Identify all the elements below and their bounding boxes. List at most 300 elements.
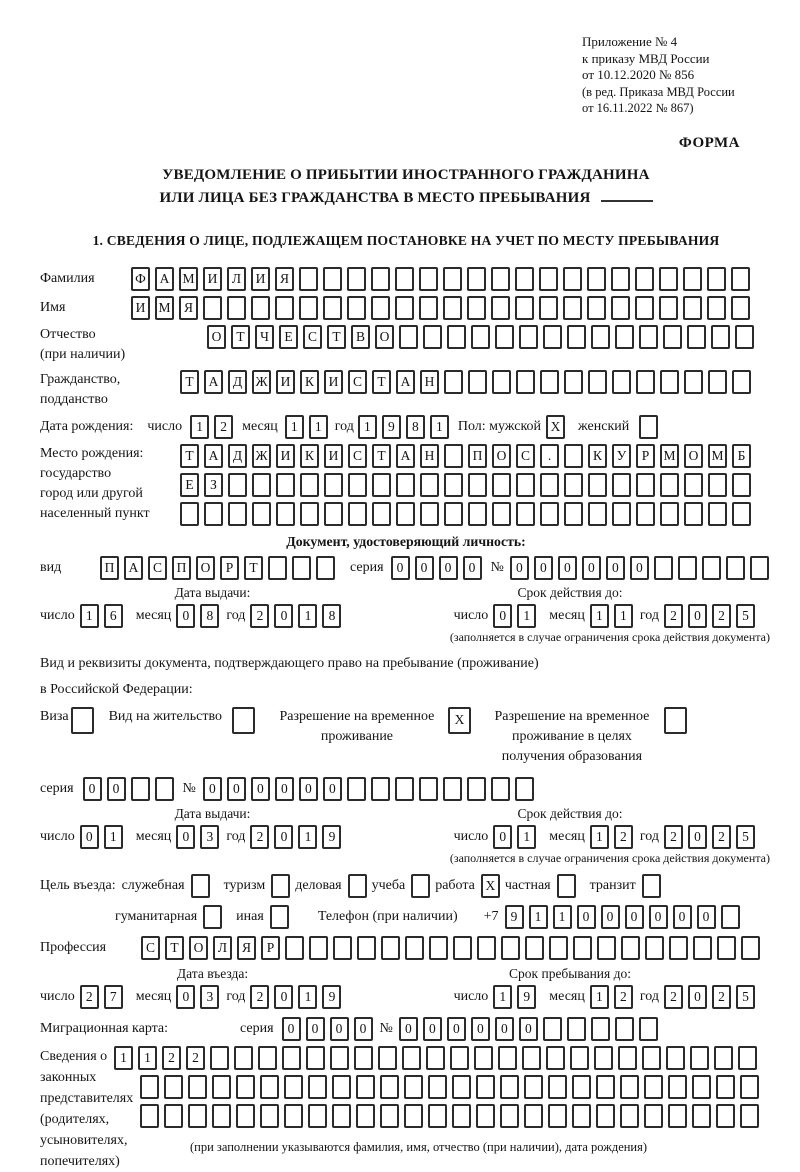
char-cell[interactable]: 0 [423,1017,442,1041]
char-cell[interactable] [450,1046,469,1070]
char-cell[interactable]: 8 [322,604,341,628]
char-cell[interactable]: 1 [493,985,512,1009]
char-cell[interactable] [444,444,463,468]
char-cell[interactable] [750,556,769,580]
char-cell[interactable]: 0 [697,905,716,929]
char-cell[interactable]: 0 [471,1017,490,1041]
char-cell[interactable]: 2 [712,985,731,1009]
char-cell[interactable] [732,502,751,526]
char-cell[interactable]: О [196,556,215,580]
char-cell[interactable] [690,1046,709,1070]
char-cell[interactable]: 5 [736,604,755,628]
char-cell[interactable] [378,1046,397,1070]
char-cell[interactable] [491,296,510,320]
char-cell[interactable] [567,325,586,349]
char-cell[interactable] [659,267,678,291]
char-cell[interactable] [426,1046,445,1070]
char-cell[interactable] [525,936,544,960]
char-cell[interactable] [564,444,583,468]
char-cell[interactable]: 1 [80,604,99,628]
char-cell[interactable]: 2 [712,825,731,849]
char-cell[interactable] [693,936,712,960]
char-cell[interactable] [642,874,661,898]
char-cell[interactable] [268,556,287,580]
char-cell[interactable]: 0 [582,556,601,580]
char-cell[interactable] [721,905,740,929]
char-cell[interactable]: Т [231,325,250,349]
char-cell[interactable]: 2 [614,825,633,849]
char-cell[interactable]: 0 [107,777,126,801]
char-cell[interactable]: 0 [439,556,458,580]
char-cell[interactable]: 5 [736,825,755,849]
char-cell[interactable] [299,267,318,291]
char-cell[interactable] [636,502,655,526]
char-cell[interactable]: 1 [590,825,609,849]
char-cell[interactable] [356,1104,375,1128]
char-cell[interactable]: К [300,370,319,394]
char-cell[interactable] [453,936,472,960]
char-cell[interactable] [284,1104,303,1128]
char-cell[interactable]: Т [244,556,263,580]
char-cell[interactable] [726,556,745,580]
char-cell[interactable]: 2 [664,825,683,849]
char-cell[interactable] [357,936,376,960]
char-cell[interactable] [612,473,631,497]
char-cell[interactable]: П [100,556,119,580]
char-cell[interactable] [635,267,654,291]
char-cell[interactable] [539,296,558,320]
char-cell[interactable] [300,502,319,526]
char-cell[interactable] [306,1046,325,1070]
char-cell[interactable] [738,1046,757,1070]
char-cell[interactable]: 0 [688,604,707,628]
char-cell[interactable] [741,936,760,960]
char-cell[interactable]: Т [180,370,199,394]
char-cell[interactable]: С [141,936,160,960]
char-cell[interactable] [474,1046,493,1070]
char-cell[interactable] [285,936,304,960]
char-cell[interactable] [232,707,255,734]
char-cell[interactable] [236,1075,255,1099]
char-cell[interactable] [492,473,511,497]
char-cell[interactable] [540,502,559,526]
char-cell[interactable] [164,1075,183,1099]
char-cell[interactable] [684,370,703,394]
char-cell[interactable] [573,936,592,960]
char-cell[interactable] [708,370,727,394]
char-cell[interactable] [308,1104,327,1128]
char-cell[interactable]: 0 [493,604,512,628]
char-cell[interactable]: 2 [186,1046,205,1070]
char-cell[interactable] [371,267,390,291]
char-cell[interactable]: К [588,444,607,468]
char-cell[interactable] [548,1104,567,1128]
char-cell[interactable] [564,473,583,497]
char-cell[interactable] [645,936,664,960]
char-cell[interactable] [563,267,582,291]
char-cell[interactable] [519,325,538,349]
char-cell[interactable] [716,1104,735,1128]
char-cell[interactable]: 1 [104,825,123,849]
char-cell[interactable]: 0 [534,556,553,580]
char-cell[interactable] [596,1075,615,1099]
char-cell[interactable] [477,936,496,960]
char-cell[interactable] [659,296,678,320]
char-cell[interactable] [620,1104,639,1128]
char-cell[interactable] [611,267,630,291]
char-cell[interactable] [678,556,697,580]
char-cell[interactable]: 2 [664,604,683,628]
char-cell[interactable]: 1 [517,604,536,628]
char-cell[interactable]: 2 [80,985,99,1009]
char-cell[interactable]: И [276,444,295,468]
char-cell[interactable] [276,502,295,526]
char-cell[interactable] [591,1017,610,1041]
char-cell[interactable] [615,325,634,349]
char-cell[interactable] [348,502,367,526]
char-cell[interactable]: 0 [625,905,644,929]
char-cell[interactable]: 0 [415,556,434,580]
char-cell[interactable] [664,707,687,734]
char-cell[interactable]: Я [275,267,294,291]
char-cell[interactable] [131,777,150,801]
char-cell[interactable] [419,777,438,801]
char-cell[interactable]: Ж [252,370,271,394]
char-cell[interactable] [371,777,390,801]
char-cell[interactable] [570,1046,589,1070]
char-cell[interactable] [251,296,270,320]
char-cell[interactable] [468,370,487,394]
char-cell[interactable] [204,502,223,526]
char-cell[interactable] [557,874,576,898]
char-cell[interactable]: 0 [630,556,649,580]
char-cell[interactable] [515,267,534,291]
char-cell[interactable]: 2 [614,985,633,1009]
char-cell[interactable] [587,296,606,320]
char-cell[interactable] [564,502,583,526]
char-cell[interactable] [332,1075,351,1099]
char-cell[interactable]: 2 [712,604,731,628]
char-cell[interactable]: 1 [309,415,328,439]
char-cell[interactable]: 1 [138,1046,157,1070]
char-cell[interactable] [404,1104,423,1128]
char-cell[interactable] [516,502,535,526]
char-cell[interactable] [282,1046,301,1070]
char-cell[interactable]: К [300,444,319,468]
char-cell[interactable]: 7 [104,985,123,1009]
char-cell[interactable]: С [348,444,367,468]
char-cell[interactable] [236,1104,255,1128]
char-cell[interactable]: О [684,444,703,468]
char-cell[interactable] [309,936,328,960]
char-cell[interactable]: Т [165,936,184,960]
char-cell[interactable] [252,473,271,497]
char-cell[interactable] [333,936,352,960]
char-cell[interactable]: З [204,473,223,497]
char-cell[interactable]: Т [372,444,391,468]
char-cell[interactable]: 0 [176,985,195,1009]
char-cell[interactable]: 0 [673,905,692,929]
char-cell[interactable]: И [324,370,343,394]
char-cell[interactable]: Я [179,296,198,320]
char-cell[interactable]: 1 [190,415,209,439]
char-cell[interactable]: О [375,325,394,349]
char-cell[interactable] [476,1075,495,1099]
char-cell[interactable]: Р [636,444,655,468]
char-cell[interactable]: 0 [495,1017,514,1041]
char-cell[interactable]: 0 [577,905,596,929]
char-cell[interactable] [708,502,727,526]
char-cell[interactable] [399,325,418,349]
char-cell[interactable] [140,1104,159,1128]
char-cell[interactable]: 6 [104,604,123,628]
char-cell[interactable] [292,556,311,580]
char-cell[interactable] [635,296,654,320]
char-cell[interactable]: Л [227,267,246,291]
char-cell[interactable] [540,473,559,497]
char-cell[interactable] [372,502,391,526]
char-cell[interactable]: 5 [736,985,755,1009]
char-cell[interactable] [380,1104,399,1128]
char-cell[interactable] [234,1046,253,1070]
char-cell[interactable]: С [348,370,367,394]
char-cell[interactable]: А [155,267,174,291]
char-cell[interactable] [284,1075,303,1099]
char-cell[interactable] [228,502,247,526]
char-cell[interactable]: А [396,370,415,394]
char-cell[interactable] [354,1046,373,1070]
char-cell[interactable] [275,296,294,320]
char-cell[interactable]: 0 [274,604,293,628]
char-cell[interactable] [516,370,535,394]
char-cell[interactable] [467,267,486,291]
char-cell[interactable]: П [468,444,487,468]
char-cell[interactable] [467,296,486,320]
char-cell[interactable] [347,267,366,291]
char-cell[interactable] [347,296,366,320]
char-cell[interactable] [546,1046,565,1070]
char-cell[interactable]: Б [732,444,751,468]
char-cell[interactable] [660,502,679,526]
char-cell[interactable]: 0 [391,556,410,580]
char-cell[interactable] [443,777,462,801]
char-cell[interactable] [396,502,415,526]
char-cell[interactable]: Е [180,473,199,497]
char-cell[interactable]: 1 [529,905,548,929]
char-cell[interactable]: 3 [200,825,219,849]
char-cell[interactable]: А [204,370,223,394]
char-cell[interactable] [636,370,655,394]
char-cell[interactable]: 1 [298,604,317,628]
char-cell[interactable] [71,707,94,734]
char-cell[interactable] [227,296,246,320]
char-cell[interactable]: 1 [285,415,304,439]
char-cell[interactable] [716,1075,735,1099]
char-cell[interactable] [539,267,558,291]
char-cell[interactable]: 0 [306,1017,325,1041]
char-cell[interactable] [639,325,658,349]
char-cell[interactable] [563,296,582,320]
char-cell[interactable] [543,325,562,349]
char-cell[interactable] [572,1075,591,1099]
char-cell[interactable]: М [155,296,174,320]
char-cell[interactable] [740,1075,759,1099]
char-cell[interactable]: В [351,325,370,349]
char-cell[interactable] [501,936,520,960]
char-cell[interactable] [468,473,487,497]
char-cell[interactable] [348,473,367,497]
char-cell[interactable]: 0 [493,825,512,849]
char-cell[interactable] [188,1075,207,1099]
char-cell[interactable] [260,1075,279,1099]
char-cell[interactable]: 1 [298,825,317,849]
char-cell[interactable]: X [546,415,565,439]
char-cell[interactable] [515,777,534,801]
char-cell[interactable] [669,936,688,960]
char-cell[interactable]: 1 [553,905,572,929]
char-cell[interactable]: 0 [330,1017,349,1041]
char-cell[interactable] [402,1046,421,1070]
char-cell[interactable] [564,370,583,394]
char-cell[interactable] [549,936,568,960]
char-cell[interactable]: И [131,296,150,320]
char-cell[interactable] [380,1075,399,1099]
char-cell[interactable]: И [203,267,222,291]
char-cell[interactable] [708,473,727,497]
char-cell[interactable] [692,1075,711,1099]
char-cell[interactable]: 0 [274,825,293,849]
char-cell[interactable] [467,777,486,801]
char-cell[interactable]: Я [237,936,256,960]
char-cell[interactable]: П [172,556,191,580]
char-cell[interactable]: 0 [354,1017,373,1041]
char-cell[interactable]: 1 [114,1046,133,1070]
char-cell[interactable]: 0 [176,825,195,849]
char-cell[interactable]: X [448,707,471,734]
char-cell[interactable] [642,1046,661,1070]
char-cell[interactable] [596,1104,615,1128]
char-cell[interactable] [300,473,319,497]
char-cell[interactable]: С [303,325,322,349]
char-cell[interactable] [420,502,439,526]
char-cell[interactable] [692,1104,711,1128]
char-cell[interactable] [615,1017,634,1041]
char-cell[interactable] [180,502,199,526]
char-cell[interactable] [515,296,534,320]
char-cell[interactable] [644,1075,663,1099]
char-cell[interactable]: 9 [322,825,341,849]
char-cell[interactable]: 9 [505,905,524,929]
char-cell[interactable]: 0 [274,985,293,1009]
char-cell[interactable]: 0 [399,1017,418,1041]
char-cell[interactable]: И [276,370,295,394]
char-cell[interactable] [500,1104,519,1128]
char-cell[interactable] [522,1046,541,1070]
char-cell[interactable] [443,267,462,291]
char-cell[interactable] [212,1075,231,1099]
char-cell[interactable]: 0 [323,777,342,801]
char-cell[interactable] [140,1075,159,1099]
char-cell[interactable] [447,325,466,349]
char-cell[interactable] [491,777,510,801]
char-cell[interactable]: У [612,444,631,468]
char-cell[interactable]: Л [213,936,232,960]
char-cell[interactable]: 9 [382,415,401,439]
char-cell[interactable] [395,777,414,801]
char-cell[interactable] [717,936,736,960]
char-cell[interactable] [597,936,616,960]
char-cell[interactable] [348,874,367,898]
char-cell[interactable] [371,296,390,320]
char-cell[interactable] [572,1104,591,1128]
char-cell[interactable] [444,370,463,394]
char-cell[interactable] [270,905,289,929]
char-cell[interactable]: 2 [214,415,233,439]
char-cell[interactable]: Ж [252,444,271,468]
char-cell[interactable]: 1 [517,825,536,849]
char-cell[interactable]: 1 [614,604,633,628]
char-cell[interactable]: 2 [250,985,269,1009]
char-cell[interactable] [707,267,726,291]
char-cell[interactable]: 0 [447,1017,466,1041]
char-cell[interactable] [492,502,511,526]
char-cell[interactable]: М [708,444,727,468]
char-cell[interactable] [683,267,702,291]
char-cell[interactable] [611,296,630,320]
char-cell[interactable]: 0 [203,777,222,801]
char-cell[interactable] [621,936,640,960]
char-cell[interactable]: 2 [162,1046,181,1070]
char-cell[interactable] [332,1104,351,1128]
char-cell[interactable] [612,502,631,526]
char-cell[interactable] [228,473,247,497]
char-cell[interactable] [411,874,430,898]
char-cell[interactable] [516,473,535,497]
char-cell[interactable] [684,502,703,526]
char-cell[interactable] [588,473,607,497]
char-cell[interactable]: И [324,444,343,468]
char-cell[interactable] [543,1017,562,1041]
char-cell[interactable]: О [189,936,208,960]
char-cell[interactable]: 0 [282,1017,301,1041]
char-cell[interactable] [639,1017,658,1041]
char-cell[interactable] [707,296,726,320]
char-cell[interactable] [423,325,442,349]
char-cell[interactable] [740,1104,759,1128]
char-cell[interactable] [702,556,721,580]
char-cell[interactable] [308,1075,327,1099]
char-cell[interactable]: М [660,444,679,468]
char-cell[interactable] [347,777,366,801]
char-cell[interactable] [714,1046,733,1070]
char-cell[interactable] [316,556,335,580]
char-cell[interactable]: 3 [200,985,219,1009]
char-cell[interactable] [591,325,610,349]
char-cell[interactable] [420,473,439,497]
char-cell[interactable] [443,296,462,320]
char-cell[interactable] [419,296,438,320]
char-cell[interactable]: X [481,874,500,898]
char-cell[interactable] [324,502,343,526]
char-cell[interactable]: 1 [590,985,609,1009]
char-cell[interactable] [620,1075,639,1099]
char-cell[interactable]: 1 [298,985,317,1009]
char-cell[interactable]: О [492,444,511,468]
char-cell[interactable] [587,267,606,291]
char-cell[interactable]: 2 [250,825,269,849]
char-cell[interactable] [155,777,174,801]
char-cell[interactable] [636,473,655,497]
